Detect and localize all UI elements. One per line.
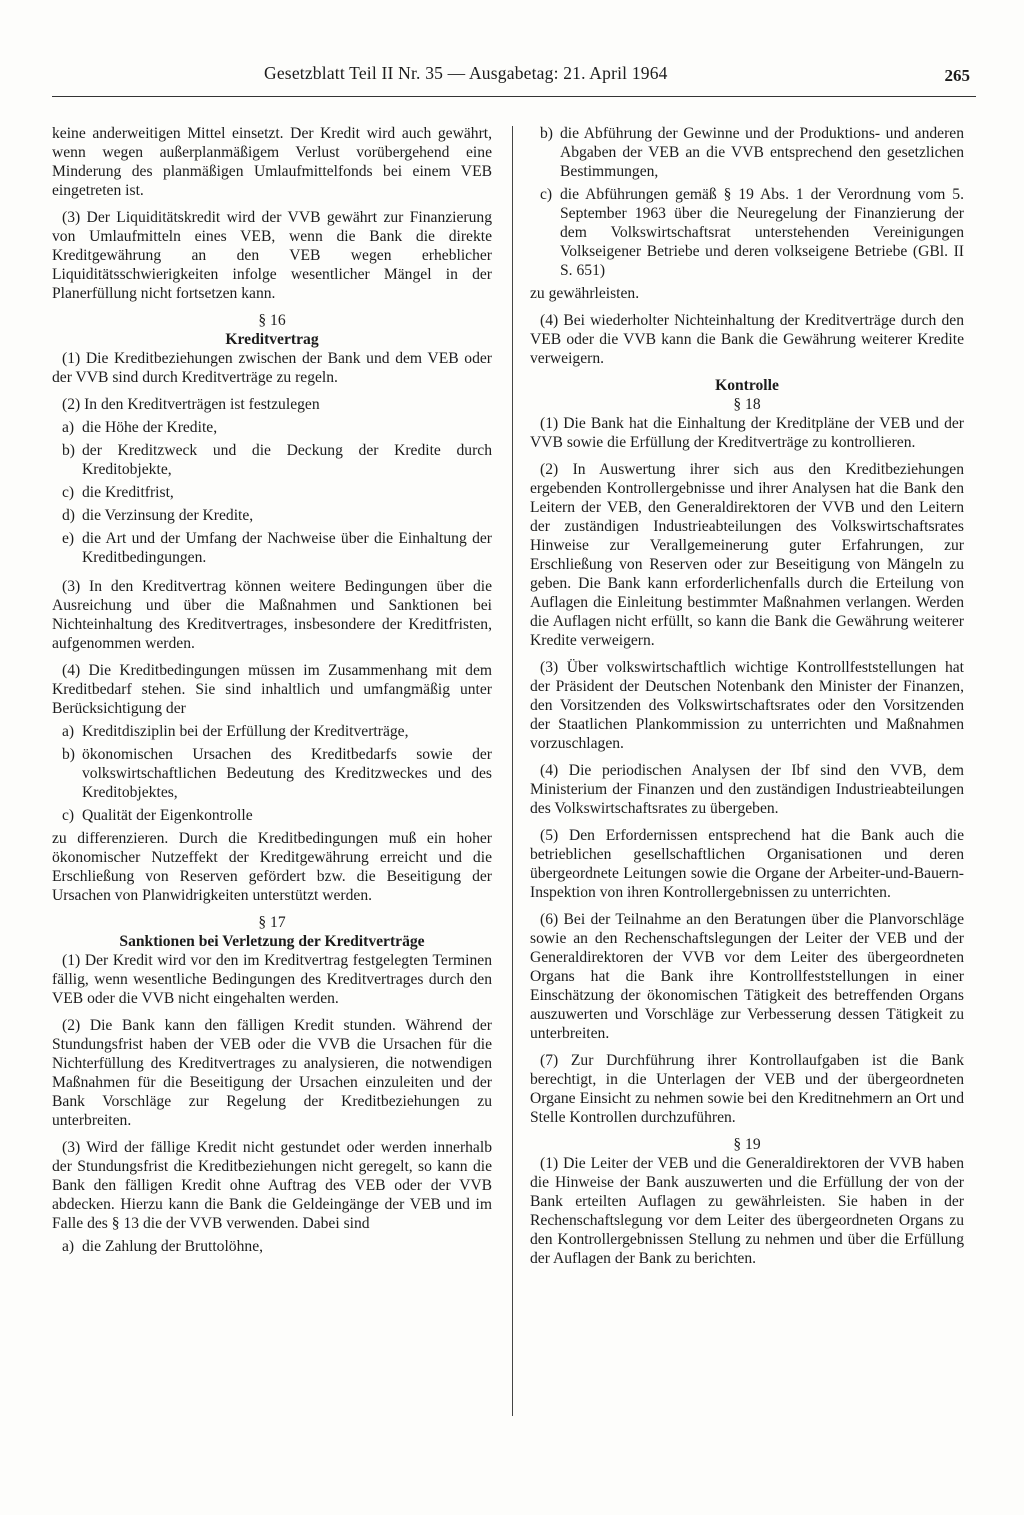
list-text: die Verzinsung der Kredite,: [82, 507, 254, 524]
column-divider: [512, 126, 513, 1416]
list-text: die Zahlung der Bruttolöhne,: [82, 1238, 264, 1255]
paragraph: (6) Bei der Teilnahme an den Beratungen über die Planvorschläge sowie an den Rechenschaftslegungen der Leiter der VEB und der Generaldirektoren der VVB vor dem Leiter des übergeordneten Organs hat die Bank ihre Kontrollfeststellungen in einer Einschätzung der ökonomischen Tätigkeit des betreffenden Organs auszuwerten und Vorschläge zur Verbesserung dessen Tätigkeit zu unterbreiten.: [530, 911, 964, 1042]
paragraph: (2) Die Bank kann den fälligen Kredit stunden. Während der Stundungsfrist haben der VEB oder die VVB die Ursachen für die Nichterfüllung des Kreditvertrages zu analysieren, die notwendigen Maßnahmen für die Beseitigung der Ursachen einzuleiten und der Bank Vorschläge zur Regelung der Kreditbeziehungen zu unterbreiten.: [52, 1017, 492, 1129]
list-item: [52, 441, 492, 479]
section-number: § 18: [733, 396, 761, 413]
list-item: [52, 745, 492, 802]
list-item: [52, 483, 492, 502]
paragraph: (2) In den Kreditverträgen ist festzulegen: [62, 396, 320, 413]
list-item: [530, 124, 964, 181]
paragraph: (1) Die Leiter der VEB und die Generaldirektoren der VVB haben die Hinweise der Bank auszuwerten und die Erfüllung der von der Bank erteilten Auflagen zu gewährleisten. Sie haben in der Rechenschaftslegung vor dem Leiter des übergeordneten Organs zu den Kontrollergebnissen Stellung zu nehmen und über die Erfüllung der Auflagen der Bank zu berichten.: [530, 1155, 964, 1267]
list-item: [52, 529, 492, 567]
list-text: die Abführungen gemäß § 19 Abs. 1 der Verordnung vom 5. September 1963 über die Neuregelung der Finanzierung der dem Volkswirtschaftsrat unterstehenden Vereinigungen Volkseigener Betriebe und deren volkseigene Betriebe (GBl. II S. 651): [560, 186, 964, 279]
list-text: die Abführung der Gewinne und der Produktions- und anderen Abgaben der VEB an die VVB entsprechend den gesetzlichen Bestimmungen,: [560, 125, 964, 180]
paragraph: zu gewährleisten.: [530, 285, 640, 302]
paragraph: (3) Der Liquiditätskredit wird der VVB gewährt zur Finanzierung von Umlaufmitteln eines VEB, wenn die Bank die direkte Kreditgewährung an den VEB wegen erheblicher Liquiditätsschwierigkeiten infolge wesentlicher Mängel in der Planerfüllung nicht fortsetzen kann.: [52, 209, 492, 302]
list-text: Kreditdisziplin bei der Erfüllung der Kreditverträge,: [82, 723, 409, 740]
paragraph: keine anderweitigen Mittel einsetzt. Der Kredit wird auch gewährt, wenn wegen außerplanmäßigem Verlust vorübergehend eine Minderung des planmäßigen Umlaufmittelfonds bei einem VEB eingetreten ist.: [52, 125, 492, 199]
list-text: die Höhe der Kredite,: [82, 419, 218, 436]
left-column: [52, 124, 492, 1260]
section-number: § 17: [258, 914, 286, 931]
paragraph: zu differenzieren. Durch die Kreditbedingungen muß ein hoher ökonomischer Nutzeffekt der Kreditgewährung erreicht und die Erschließung von Reserven gefördert bzw. die Beseitigung der Ursachen von Planwidrigkeiten unterstützt werden.: [52, 830, 492, 904]
paragraph: (3) Über volkswirtschaftlich wichtige Kontrollfeststellungen hat der Präsident der Deutschen Notenbank den Minister der Finanzen, den Vorsitzenden des Volkswirtschaftsrates oder den Vorsitzenden der Staatlichen Plankommission zu unterrichten und Maßnahmen vorzuschlagen.: [530, 659, 964, 752]
paragraph: (1) Die Bank hat die Einhaltung der Kreditpläne der VEB und der VVB sowie die Erfüllung der Kreditverträge zu kontrollieren.: [530, 415, 964, 451]
section-heading: Kontrolle: [715, 377, 779, 394]
page-number: 265: [944, 66, 970, 85]
paragraph: (2) In Auswertung ihrer sich aus den Kreditbeziehungen ergebenden Kontrollergebnisse und ihrer Analysen hat die Bank den Leitern der VEB, den Generaldirektoren der VVB und den Leitern der zuständigen Industrieabteilungen des Volkswirtschaftsrates Hinweise zur Verallgemeinerung guter Erfahrungen, zur Erschließung von Reserven oder zur Beseitigung von Mängeln zu geben. Die Bank kann erforderlichenfalls durch die Erteilung von Auflagen die Einleitung bestimmter Maßnahmen verlangen. Werden die Auflagen nicht erfüllt, so kann die Bank die Gewährung weiterer Kredite verweigern.: [530, 461, 964, 649]
paragraph: (3) Wird der fällige Kredit nicht gestundet oder werden innerhalb der Stundungsfrist die Kreditbeziehungen nicht geregelt, so kann die Bank den fälligen Kredit ohne Auftrag des VEB oder der VVB abdecken. Hierzu kann die Bank die Geldeingänge der VEB und im Falle des § 13 die der VVB verwenden. Dabei sind: [52, 1139, 492, 1232]
list-item: [52, 418, 492, 437]
list-item: [52, 506, 492, 525]
paragraph: (1) Der Kredit wird vor den im Kreditvertrag festgelegten Terminen fällig, wenn wesentliche Bedingungen des Kreditvertrages durch den VEB oder die VVB nicht eingehalten werden.: [52, 952, 492, 1007]
list-item: [52, 722, 492, 741]
list-text: die Kreditfrist,: [82, 484, 174, 501]
paragraph: (7) Zur Durchführung ihrer Kontrollaufgaben ist die Bank berechtigt, in die Unterlagen der VEB und der übergeordneten Organe Einsicht zu nehmen sowie bei den Kreditnehmern an Ort und Stelle Kontrollen durchzuführen.: [530, 1052, 964, 1126]
paragraph: (5) Den Erfordernissen entsprechend hat die Bank auch die betrieblichen gesellschaftlichen Organisationen und deren übergeordnete Leitungen sowie die Organe der Arbeiter-und-Bauern-Inspektion von ihren Kontrollergebnissen zu unterrichten.: [530, 827, 964, 901]
page-header: [52, 62, 976, 97]
paragraph: (4) Die Kreditbedingungen müssen im Zusammenhang mit dem Kreditbedarf stehen. Sie sind inhaltlich und umfangmäßig unter Berücksichtigung der: [52, 662, 492, 717]
list-item: [530, 185, 964, 280]
section-number: § 19: [733, 1136, 761, 1153]
list-label: b): [62, 746, 75, 763]
list-item: [52, 1237, 492, 1256]
list-item: [52, 806, 492, 825]
list-label: a): [62, 1238, 75, 1255]
section-heading: Sanktionen bei Verletzung der Kreditverträge: [119, 933, 425, 950]
paragraph: (4) Die periodischen Analysen der Ibf sind den VVB, dem Ministerium der Finanzen und den zuständigen Industrieabteilungen des Volkswirtschaftsrates zu übergeben.: [530, 762, 964, 817]
section-heading: Kreditvertrag: [225, 331, 319, 348]
paragraph: (3) In den Kreditvertrag können weitere Bedingungen über die Ausreichung und über die Maßnahmen und Sanktionen bei Nichteinhaltung des Kreditvertrages, insbesondere der Kreditfristen, aufgenommen werden.: [52, 578, 492, 652]
list-text: die Art und der Umfang der Nachweise über die Einhaltung der Kreditbedingungen.: [82, 530, 492, 566]
list-text: ökonomischen Ursachen des Kreditbedarfs sowie der volkswirtschaftlichen Bedeutung des Kreditzweckes und des Kreditobjektes,: [82, 746, 492, 801]
list-label: b): [540, 125, 553, 142]
section-number: § 16: [258, 312, 286, 329]
list-text: der Kreditzweck und die Deckung der Kredite durch Kreditobjekte,: [82, 442, 492, 478]
list-label: b): [62, 442, 75, 459]
paragraph: (1) Die Kreditbeziehungen zwischen der Bank und dem VEB oder der VVB sind durch Kreditverträge zu regeln.: [52, 350, 492, 386]
list-label: c): [540, 186, 553, 203]
header-title: Gesetzblatt Teil II Nr. 35 — Ausgabetag: 21. April 1964: [264, 63, 668, 83]
right-column: [530, 124, 964, 1276]
list-label: e): [62, 530, 75, 547]
list-label: d): [62, 507, 75, 524]
list-label: a): [62, 723, 75, 740]
list-label: c): [62, 807, 75, 824]
list-label: a): [62, 419, 75, 436]
list-label: c): [62, 484, 75, 501]
list-text: Qualität der Eigenkontrolle: [82, 807, 253, 824]
paragraph: (4) Bei wiederholter Nichteinhaltung der Kreditverträge durch den VEB oder die VVB kann die Bank die Gewährung weiterer Kredite verweigern.: [530, 312, 964, 367]
